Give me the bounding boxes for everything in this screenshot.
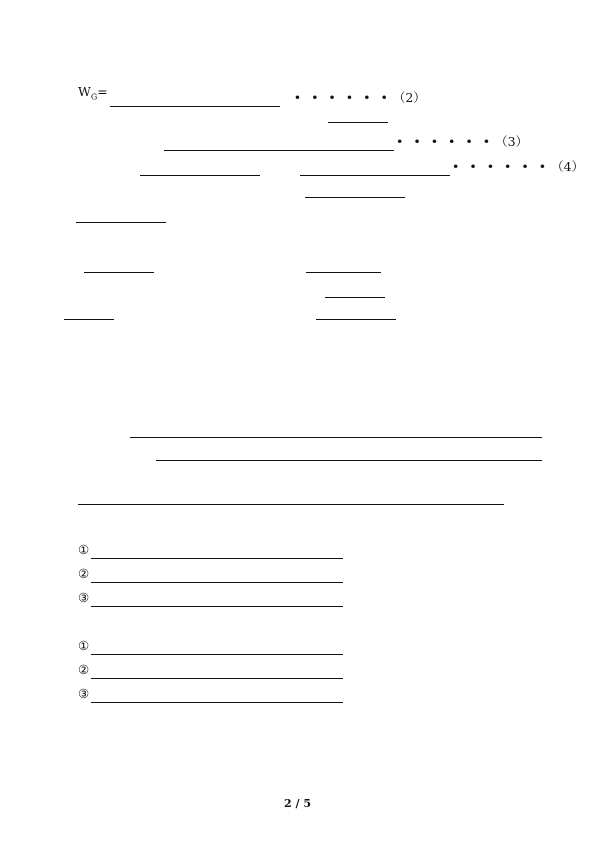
equation-dots: • • • • • •: [452, 159, 550, 174]
line-4-blank[interactable]: [164, 136, 394, 151]
line-10-blank[interactable]: [325, 283, 385, 298]
wg-blank[interactable]: [110, 92, 280, 107]
line-9: [62, 258, 381, 273]
list-2-item-3: [78, 685, 343, 703]
list-1-item-2: [78, 565, 343, 583]
line-9-blank-a[interactable]: [84, 258, 154, 273]
equation-tag-2: （2）: [392, 89, 426, 105]
equation-dots: • • • • • •: [396, 134, 494, 149]
line-3-blank[interactable]: [328, 108, 388, 123]
list-1-item-1: [78, 541, 343, 559]
line-4: [78, 133, 528, 151]
line-5-blank-b[interactable]: [300, 161, 450, 176]
equation-dots: • • • • • •: [293, 89, 391, 105]
line-7: [62, 208, 166, 223]
circled-number: ①: [78, 542, 90, 557]
equation-tag-3: （3）: [495, 134, 529, 149]
line-17-blank[interactable]: [156, 460, 542, 461]
list-1-item-2-blank[interactable]: [91, 568, 343, 583]
line-7-blank[interactable]: [76, 208, 166, 223]
list-2-item-1-blank[interactable]: [91, 640, 343, 655]
line-11: [62, 305, 396, 320]
line-6: [78, 183, 407, 198]
equation-tag-4: （4）: [551, 159, 585, 174]
list-1-item-1-blank[interactable]: [91, 544, 343, 559]
wg-label: $W_G=$: [78, 84, 108, 102]
list-2-item-1: [78, 637, 343, 655]
circled-number: ③: [78, 686, 90, 701]
list-2-item-2-blank[interactable]: [91, 664, 343, 679]
line-11-blank-a[interactable]: [64, 305, 114, 320]
line-3: [78, 108, 388, 123]
line-5: [78, 158, 584, 176]
line-18-blank[interactable]: [78, 504, 504, 505]
line-16-blank[interactable]: [130, 437, 542, 438]
list-2-item-3-blank[interactable]: [91, 688, 343, 703]
circled-number: ②: [78, 662, 90, 677]
circled-number: ③: [78, 590, 90, 605]
line-5-blank-a[interactable]: [140, 161, 260, 176]
list-1-item-3-blank[interactable]: [91, 592, 343, 607]
line-11-blank-b[interactable]: [316, 305, 396, 320]
circled-number: ②: [78, 566, 90, 581]
circled-number: ①: [78, 638, 90, 653]
line-9-blank-b[interactable]: [306, 258, 381, 273]
line-10: [78, 283, 385, 298]
list-2-item-2: [78, 661, 343, 679]
line-wg-equation: [78, 83, 426, 107]
line-6-blank-a[interactable]: [305, 183, 405, 198]
page-number: 2 / 5: [284, 797, 311, 810]
list-1-item-3: [78, 589, 343, 607]
